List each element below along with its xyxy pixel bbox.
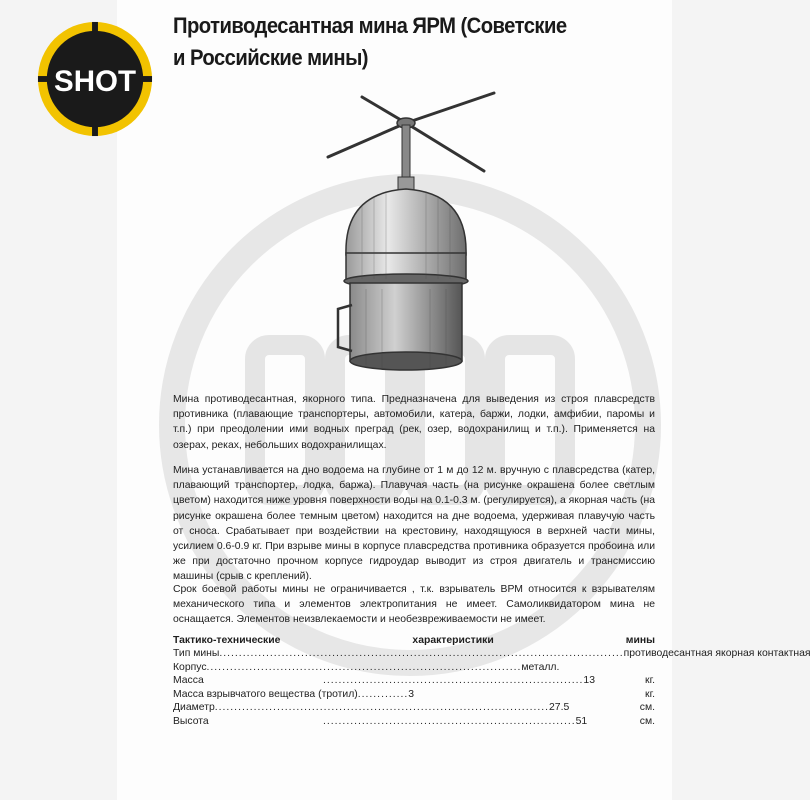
spec-label: Масса: [173, 675, 204, 686]
specs-header-col1: Тактико-технические: [173, 635, 281, 646]
spec-value: противодесантная якорная контактная: [623, 648, 810, 659]
description-paragraph-2: Мина устанавливается на дно водоема на глубине от 1 м до 12 м. вручную с плавсредства (катер, плавающий транспортер, лодка, баржа). Плавучая часть (на рисунке окрашена более светлым цветом) находится ниже уровня поверхности воды на 0.1-0.3 м. (регулируется), а якорная часть (на рисунке окрашена более темным цветом) находится на дне водоема, удерживая плавучую часть от сноса. Срабатывает при воздействии на крестовину, находящуюся в верхней части мины, усилием 0.6-0.9 кг. При взрыве мины в корпусе плавсредства противника образуется пробоина или же при достаточно прочном корпусе гидроудар выводит из строя двигатель и трансмиссию машины (срыв с креплений).: [173, 465, 655, 583]
spec-label: Тип мины: [173, 648, 220, 659]
spec-label: Масса взрывчатого вещества (тротил): [173, 688, 358, 700]
spec-row: Высота ................................................................. 51 см.: [173, 715, 655, 727]
logo-text: SHOT: [54, 64, 136, 98]
spec-row: Корпус ................................................................................. металл.: [173, 661, 560, 673]
spec-label: Диаметр: [173, 702, 215, 713]
spec-unit: см.: [639, 715, 655, 727]
spec-unit: см.: [639, 702, 655, 713]
spec-row: Тип мины ........................................................................................................ противодесантная якорная контактная: [173, 648, 810, 659]
spec-label: Высота: [173, 715, 209, 727]
spec-value: 3: [408, 688, 415, 700]
page-title: [173, 10, 688, 74]
spec-unit: кг.: [645, 675, 655, 686]
specs-header-col2: характеристики: [412, 635, 494, 646]
specs-header-col3: мины: [625, 635, 655, 646]
spec-value: металл.: [521, 661, 560, 673]
title-line-2: и Российские мины): [173, 45, 368, 70]
spec-row: Диаметр ...................................................................................... 27.5 см.: [173, 702, 655, 713]
spec-value: 27.5: [549, 702, 570, 713]
specs-header: [173, 634, 655, 648]
specs-table: [173, 647, 810, 728]
spec-value: 51: [575, 715, 588, 727]
spec-unit: кг.: [645, 688, 655, 700]
shot-logo: [36, 20, 154, 138]
spec-row: Масса ................................................................... 13 кг.: [173, 675, 655, 686]
spec-row: Масса взрывчатого вещества (тротил) ............. 3 кг.: [173, 688, 655, 700]
description-paragraph-3: Срок боевой работы мины не ограничивается , т.к. взрыватель ВРМ относится к взрывателям механического типа и элементов электропитания не имеет. Самоликвидатором мина не оснащается. Элементов неизвлекаемости и необезвреживаемости не имеет.: [173, 584, 655, 626]
title-line-1: Противодесантная мина ЯРМ (Советские: [173, 13, 567, 38]
description-paragraph-1: Мина противодесантная, якорного типа. Предназначена для выведения из строя плавсредств противника (плавающие транспортеры, автомобили, катера, баржи, лодки, амфибии, паромы и т.п.) при преодолении ими водных преград (рек, озер, водохранилищ и т.п.). Применяется на озерах, реках, небольших водохранилищах.: [173, 394, 655, 451]
spec-label: Корпус: [173, 661, 207, 673]
spec-value: 13: [583, 675, 595, 686]
mine-illustration: [322, 85, 502, 385]
